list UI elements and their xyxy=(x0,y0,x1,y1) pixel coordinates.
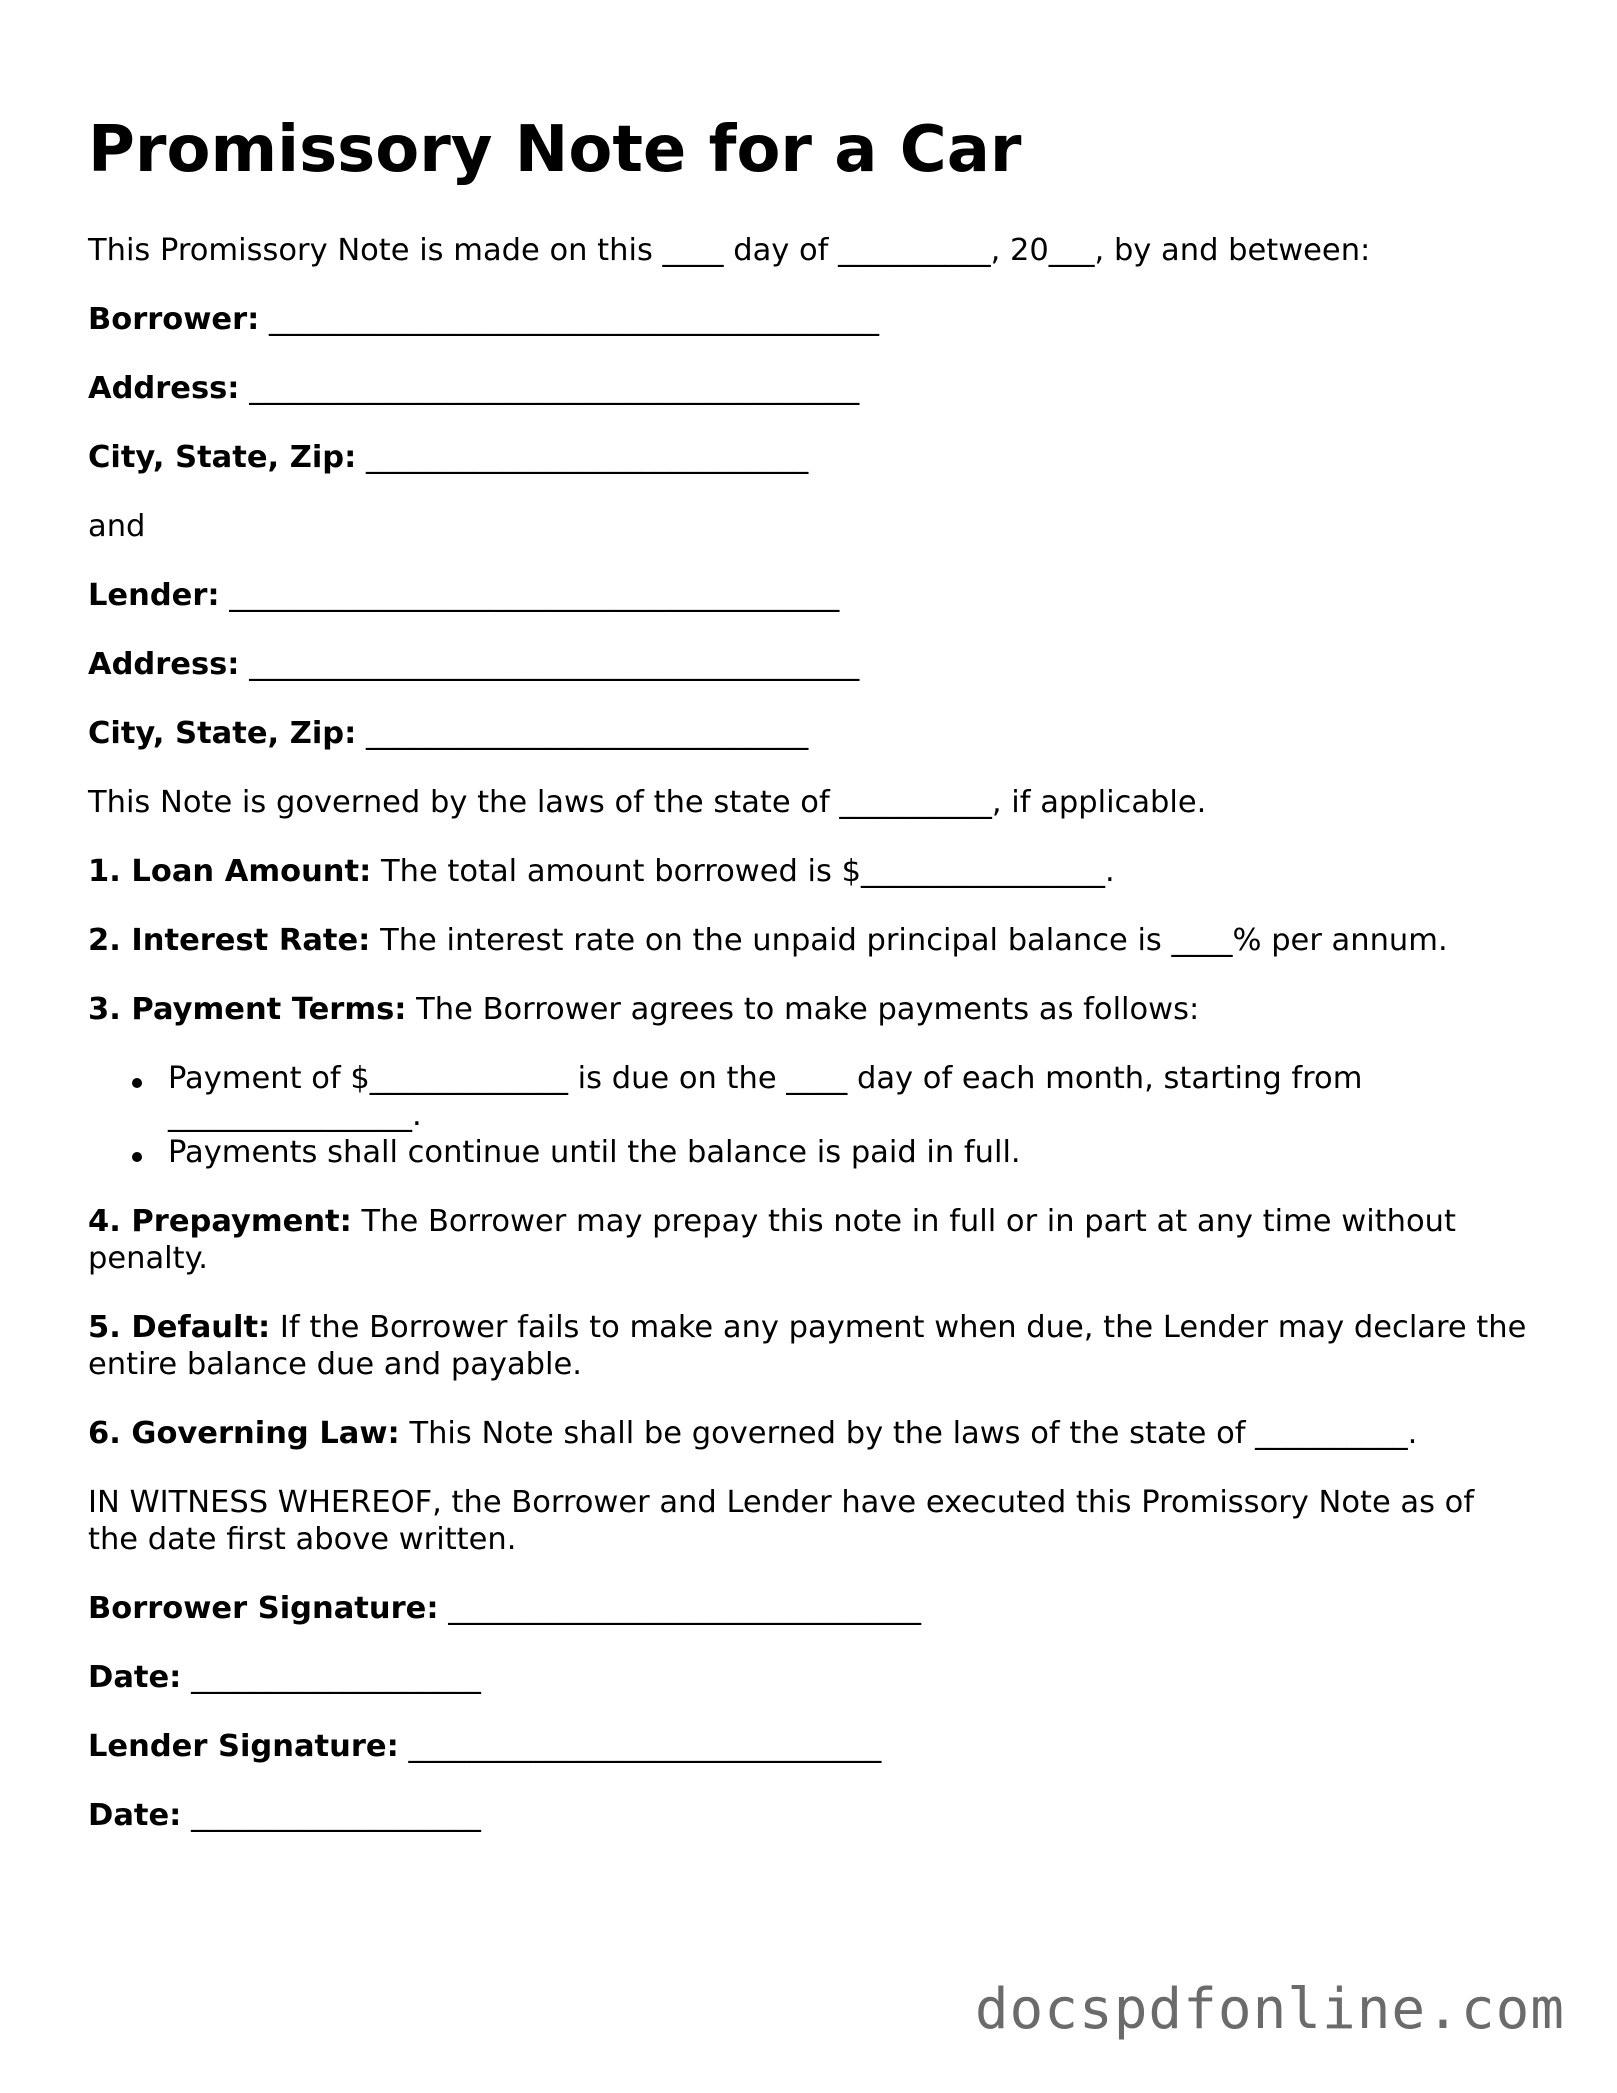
lender-address-label: Address: xyxy=(88,647,240,682)
section-text: The Borrower may prepay this note in full or in part at any time without penalty. xyxy=(88,1204,1456,1276)
section-label: 5. Default: xyxy=(88,1310,271,1345)
borrower-date-blank: ___________________ xyxy=(191,1660,481,1695)
section-text: The total amount borrowed is $________________. xyxy=(371,854,1115,889)
bullet-dot xyxy=(132,1152,142,1162)
intro-line: This Promissory Note is made on this ____ day of __________, 20___, by and between: xyxy=(88,233,1371,268)
borrower-date-label: Date: xyxy=(88,1660,182,1695)
borrower-label: Borrower: xyxy=(88,302,260,337)
payment-bullet-2: Payments shall continue until the balance is paid in full. xyxy=(168,1135,1021,1170)
borrower-name-line xyxy=(88,301,879,338)
section-text: This Note shall be governed by the laws of the state of __________. xyxy=(399,1416,1418,1451)
governed-note: This Note is governed by the laws of the state of __________, if applicable. xyxy=(88,785,1207,820)
borrower-city-label: City, State, Zip: xyxy=(88,440,357,475)
lender-signature-blank: _______________________________ xyxy=(408,1729,882,1764)
borrower-name-blank: ________________________________________ xyxy=(269,302,880,337)
lender-address-line xyxy=(88,646,859,683)
and-text: and xyxy=(88,509,146,544)
borrower-address-label: Address: xyxy=(88,371,240,406)
lender-city-blank: _____________________________ xyxy=(366,716,809,751)
section-default xyxy=(88,1309,1528,1383)
borrower-date-line xyxy=(88,1659,481,1696)
lender-label: Lender: xyxy=(88,578,220,613)
section-text: If the Borrower fails to make any payment when due, the Lender may declare the entire balance due and payable. xyxy=(88,1310,1527,1382)
borrower-address-blank: ________________________________________ xyxy=(249,371,860,406)
borrower-city-blank: _____________________________ xyxy=(366,440,809,475)
section-interest-rate xyxy=(88,922,1448,959)
page-title: Promissory Note for a Car xyxy=(88,113,1022,187)
section-payment-terms xyxy=(88,991,1199,1028)
borrower-address-line xyxy=(88,370,859,407)
section-text: The Borrower agrees to make payments as follows: xyxy=(406,992,1200,1027)
section-governing-law xyxy=(88,1415,1417,1452)
lender-city-label: City, State, Zip: xyxy=(88,716,357,751)
borrower-signature-line xyxy=(88,1590,921,1627)
lender-date-label: Date: xyxy=(88,1798,182,1833)
section-label: 6. Governing Law: xyxy=(88,1416,400,1451)
lender-city-line xyxy=(88,715,808,752)
section-loan-amount xyxy=(88,853,1115,890)
payment-bullet-line1: Payment of $_____________ is due on the ____ day of each month, starting from xyxy=(168,1061,1363,1096)
lender-date-line xyxy=(88,1797,481,1834)
borrower-signature-label: Borrower Signature: xyxy=(88,1591,439,1626)
lender-signature-label: Lender Signature: xyxy=(88,1729,399,1764)
section-label: 4. Prepayment: xyxy=(88,1204,352,1239)
section-label: 1. Loan Amount: xyxy=(88,854,372,889)
lender-name-blank: ________________________________________ xyxy=(229,578,840,613)
witness-text: IN WITNESS WHEREOF, the Borrower and Lender have executed this Promissory Note as of the date first above written. xyxy=(88,1485,1475,1557)
section-prepayment xyxy=(88,1203,1528,1277)
lender-date-blank: ___________________ xyxy=(191,1798,481,1833)
section-text: The interest rate on the unpaid principal balance is ____% per annum. xyxy=(370,923,1448,958)
lender-address-blank: ________________________________________ xyxy=(249,647,860,682)
borrower-signature-blank: _______________________________ xyxy=(448,1591,921,1626)
section-label: 3. Payment Terms: xyxy=(88,992,407,1027)
payment-bullet-line2: ________________. xyxy=(168,1098,422,1133)
watermark: docspdfonline.com xyxy=(974,1977,1565,2042)
section-label: 2. Interest Rate: xyxy=(88,923,371,958)
lender-signature-line xyxy=(88,1728,881,1765)
borrower-city-line xyxy=(88,439,808,476)
lender-name-line xyxy=(88,577,839,614)
bullet-dot xyxy=(132,1078,142,1088)
